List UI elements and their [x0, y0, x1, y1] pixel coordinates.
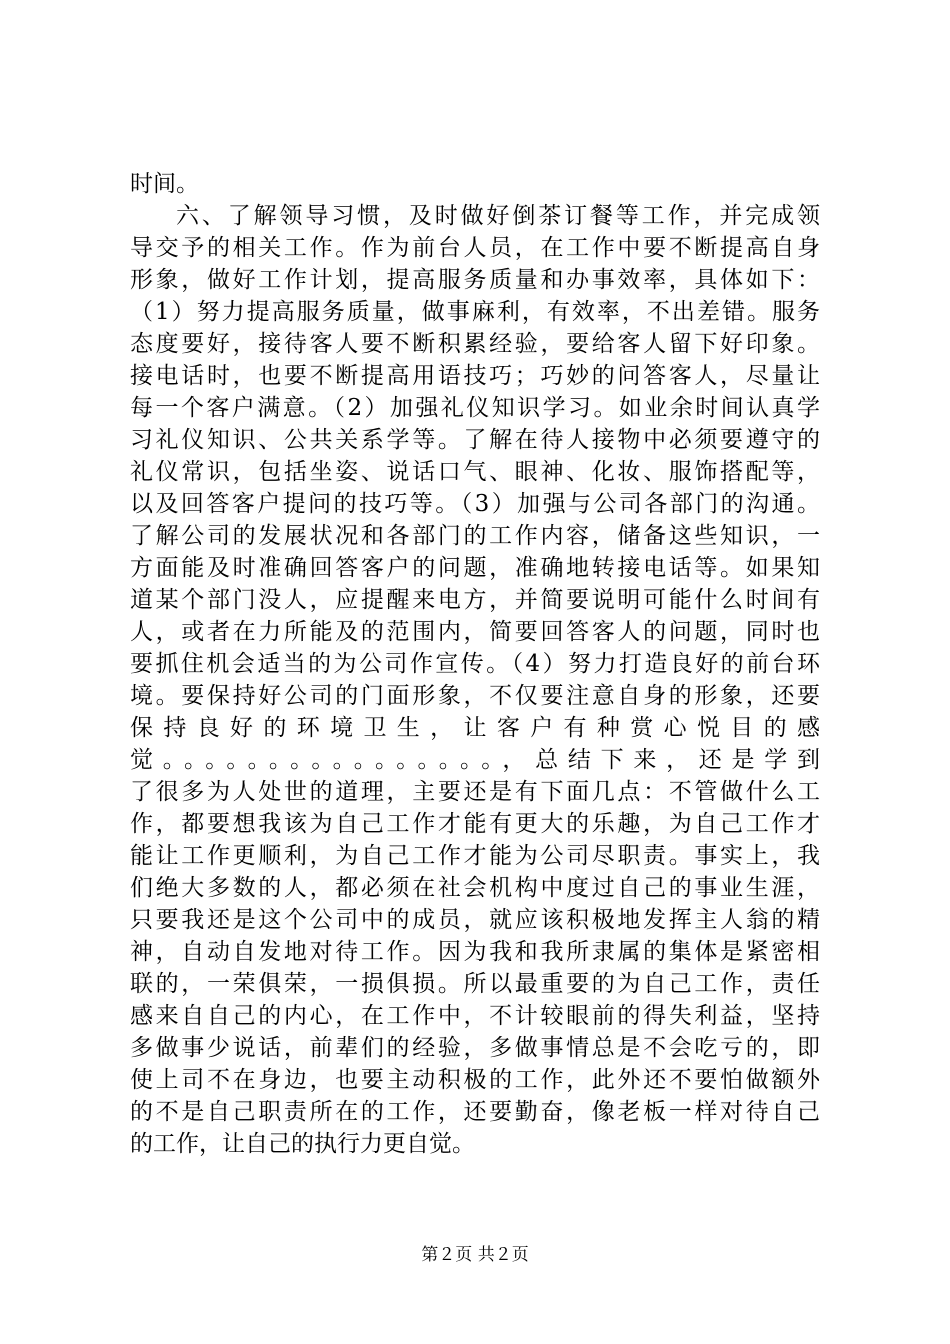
text-line: 神，自动自发地对待工作。因为我和我所隶属的集体是紧密相: [130, 939, 820, 965]
text-line: 保持良好的环境卫生，让客户有种赏心悦目的感: [130, 715, 820, 741]
text-line: 的工作，让自己的执行力更自觉。: [130, 1131, 475, 1157]
text-line: 了解公司的发展状况和各部门的工作内容，储备这些知识，一: [130, 523, 820, 549]
text-line: 联的，一荣俱荣，一损俱损。所以最重要的为自己工作，责任: [130, 971, 820, 997]
text-line: （1）努力提高服务质量，做事麻利，有效率，不出差错。服务: [130, 299, 820, 325]
text-line: 了很多为人处世的道理，主要还是有下面几点：不管做什么工: [130, 779, 820, 805]
text-line: 道某个部门没人，应提醒来电方，并简要说明可能什么时间有: [130, 587, 820, 613]
text-line: 形象，做好工作计划，提高服务质量和办事效率，具体如下：: [130, 267, 820, 293]
text-line: 以及回答客户提问的技巧等。（3）加强与公司各部门的沟通。: [130, 491, 820, 517]
text-line: 能让工作更顺利，为自己工作才能为公司尽职责。事实上，我: [130, 843, 820, 869]
text-line: 作，都要想我该为自己工作才能有更大的乐趣，为自己工作才: [130, 811, 820, 837]
text-line: 只要我还是这个公司中的成员，就应该积极地发挥主人翁的精: [130, 907, 820, 933]
page-footer: 第２页 共２页: [421, 1245, 529, 1265]
text-line: 习礼仪知识、公共关系学等。了解在待人接物中必须要遵守的: [130, 427, 820, 453]
text-line: 态度要好，接待客人要不断积累经验，要给客人留下好印象。: [130, 331, 820, 357]
text-line: 方面能及时准确回答客户的问题，准确地转接电话等。如果知: [130, 555, 820, 581]
text-line: 感来自自己的内心，在工作中，不计较眼前的得失利益，坚持: [130, 1003, 820, 1029]
text-line: 导交予的相关工作。作为前台人员，在工作中要不断提高自身: [130, 235, 820, 261]
text-line: 使上司不在身边，也要主动积极的工作，此外还不要怕做额外: [130, 1067, 820, 1093]
text-line: 要抓住机会适当的为公司作宣传。（4）努力打造良好的前台环: [130, 651, 820, 677]
text-line: 觉。。。。。。。。。。。。。。。。，总结下来，还是学到: [130, 747, 820, 773]
body-text: [130, 168, 820, 1160]
text-line: 礼仪常识，包括坐姿、说话口气、眼神、化妆、服饰搭配等，: [130, 459, 820, 485]
text-line: 时间。: [130, 171, 199, 197]
text-line: 境。要保持好公司的门面形象，不仅要注意自身的形象，还要: [130, 683, 820, 709]
text-line: 的不是自己职责所在的工作，还要勤奋，像老板一样对待自己: [130, 1099, 820, 1125]
text-line: 每一个客户满意。（2）加强礼仪知识学习。如业余时间认真学: [130, 395, 820, 421]
text-line: 六、了解领导习惯，及时做好倒茶订餐等工作，并完成领: [176, 203, 820, 229]
text-line: 们绝大多数的人，都必须在社会机构中度过自己的事业生涯，: [130, 875, 820, 901]
text-line: 人，或者在力所能及的范围内，简要回答客人的问题，同时也: [130, 619, 820, 645]
text-line: 多做事少说话，前辈们的经验，多做事情总是不会吃亏的，即: [130, 1035, 820, 1061]
text-line: 接电话时，也要不断提高用语技巧；巧妙的问答客人，尽量让: [130, 363, 820, 389]
